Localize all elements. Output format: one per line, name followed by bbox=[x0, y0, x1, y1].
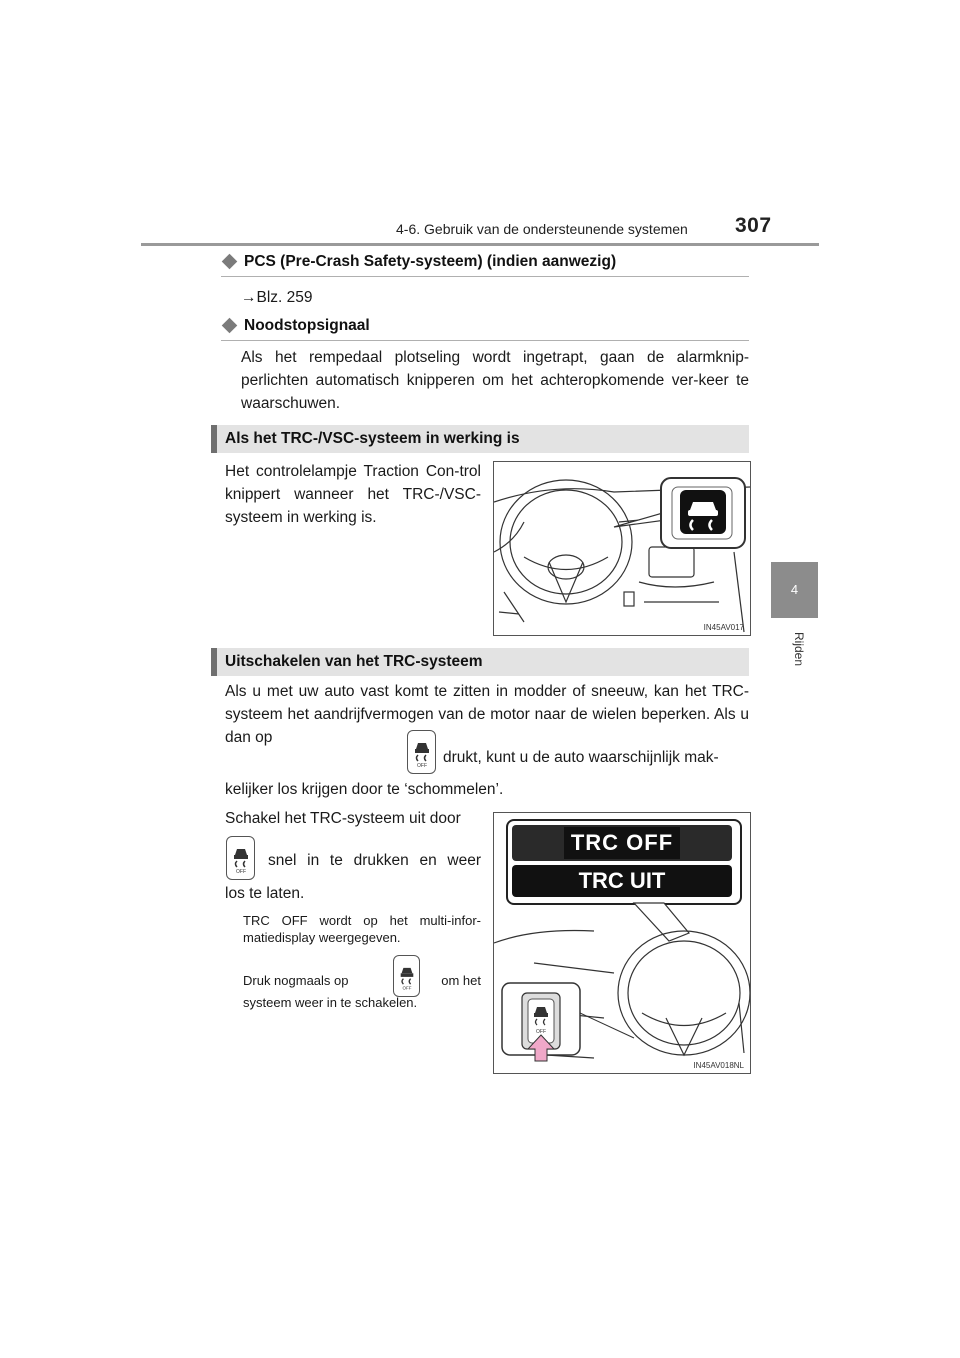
stop-signal-rule bbox=[221, 340, 749, 341]
note-button[interactable] bbox=[393, 955, 420, 997]
pcs-title: PCS (Pre-Crash Safety-systeem) (indien aanwezig) bbox=[244, 253, 617, 270]
dashboard-figure bbox=[493, 461, 751, 636]
dashboard-illustration bbox=[494, 462, 750, 635]
trc-off-title: Uitschakelen van het TRC-systeem bbox=[225, 653, 483, 670]
figure-code: IN45AV017 bbox=[703, 623, 744, 632]
trc-off-heading bbox=[211, 648, 749, 676]
trc-active-heading bbox=[211, 425, 749, 453]
button-off-label: OFF bbox=[536, 1029, 546, 1035]
diamond-bullet-icon bbox=[222, 318, 238, 334]
note2-part1: Druk nogmaals op bbox=[243, 973, 349, 988]
instruction-part3: los te laten. bbox=[225, 885, 305, 902]
stop-signal-text: Als het rempedaal plotseling wordt ingetrapt, gaan de alarmknip-perlichten automatisch knipperen om het achteropkomende ver-keer te waarschuwen. bbox=[241, 349, 749, 412]
pcs-rule bbox=[221, 276, 749, 277]
trc-active-title: Als het TRC-/VSC-systeem in werking is bbox=[225, 430, 520, 447]
diamond-bullet-icon bbox=[222, 254, 238, 270]
chapter-label: Rijden bbox=[792, 632, 806, 667]
display-trc-off: TRC OFF bbox=[564, 827, 680, 859]
stop-signal-title: Noodstopsignaal bbox=[244, 317, 370, 334]
trc-off-text-part2: drukt, kunt u de auto waarschijnlijk mak- bbox=[443, 749, 719, 766]
svg-text:OFF: OFF bbox=[402, 985, 412, 990]
trc-off-figure bbox=[493, 812, 751, 1074]
trc-active-text: Het controlelampje Traction Con-trol knippert wanneer het TRC-/VSC-systeem in werking is. bbox=[225, 463, 481, 526]
trc-off-button-icon[interactable] bbox=[407, 730, 436, 774]
header-rule bbox=[141, 243, 819, 246]
instruction-button[interactable] bbox=[226, 836, 255, 880]
trc-off-button-icon[interactable] bbox=[226, 836, 255, 880]
trc-off-text-part3: kelijker los krijgen door te ‘schommelen’. bbox=[225, 781, 504, 798]
svg-text:OFF: OFF bbox=[236, 869, 246, 873]
svg-text:OFF: OFF bbox=[417, 763, 427, 767]
trc-off-button-inline[interactable] bbox=[407, 730, 436, 774]
instruction-part1: Schakel het TRC-systeem uit door bbox=[225, 810, 461, 827]
trc-off-text-part1: Als u met uw auto vast komt te zitten in modder of sneeuw, kan het TRC-systeem het aandrijfvermogen van de motor naar de wielen beperken. Als u dan op bbox=[225, 683, 749, 746]
traction-control-icon bbox=[680, 490, 726, 534]
steering-illustration bbox=[494, 813, 750, 1073]
running-head: 4-6. Gebruik van de ondersteunende systemen bbox=[396, 221, 688, 237]
heading-accent bbox=[211, 425, 217, 453]
display-trc-uit: TRC UIT bbox=[512, 865, 732, 897]
chapter-tab[interactable]: 4 bbox=[771, 562, 818, 618]
instruction-part2: snel in te drukken en weer bbox=[268, 852, 481, 869]
note2-part3: systeem weer in te schakelen. bbox=[243, 995, 418, 1010]
note-display: TRC OFF wordt op het multi-infor-matiedisplay weergegeven. bbox=[243, 913, 481, 945]
note2-part2: om het bbox=[441, 973, 481, 988]
page-number: 307 bbox=[735, 214, 772, 237]
stop-signal-heading bbox=[221, 317, 370, 335]
figure-code: IN45AV018NL bbox=[693, 1061, 744, 1070]
heading-accent bbox=[211, 648, 217, 676]
trc-off-text bbox=[225, 680, 749, 749]
trc-off-button-icon[interactable] bbox=[393, 955, 420, 997]
pcs-heading bbox=[221, 253, 616, 271]
pcs-page-ref[interactable]: →Blz. 259 bbox=[241, 289, 313, 306]
